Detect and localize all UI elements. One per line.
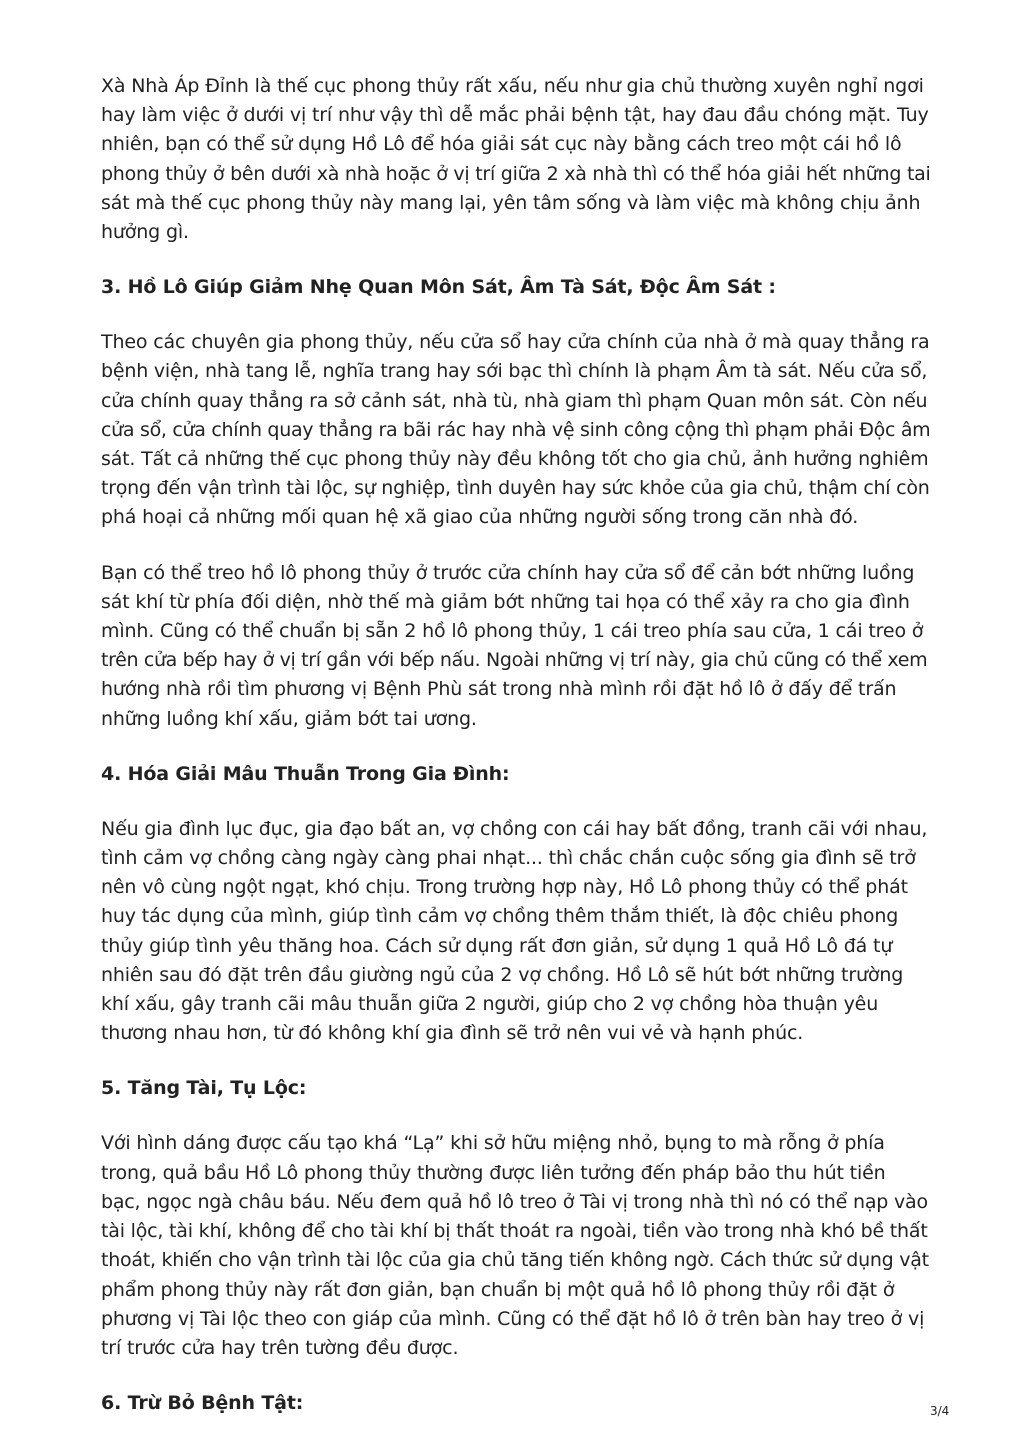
text-line: Bạn có thể treo hồ lô phong thủy ở trước cửa chính hay cửa sổ để cản bớt những luồng xyxy=(101,561,915,584)
text-line: cửa sổ, cửa chính quay thẳng ra bãi rác hay nhà vệ sinh công cộng thì phạm phải Độc âm xyxy=(101,418,931,441)
section-heading-6: 6. Trừ Bỏ Bệnh Tật: xyxy=(101,1392,304,1415)
section-heading-5: 5. Tăng Tài, Tụ Lộc: xyxy=(101,1077,307,1100)
text-line: mình. Cũng có thể chuẩn bị sẵn 2 hồ lô phong thủy, 1 cái treo phía sau cửa, 1 cái treo ở xyxy=(101,620,924,643)
text-line: hưởng gì. xyxy=(101,221,189,244)
text-line: bạc, ngọc ngà châu báu. Nếu đem quả hồ lô treo ở Tài vị trong nhà thì nó có thể nạp vào xyxy=(101,1190,928,1213)
text-line: trí trước cửa hay trên tường đều được. xyxy=(101,1336,459,1359)
text-line: trọng đến vận trình tài lộc, sự nghiệp, tình duyên hay sức khỏe của gia chủ, thậm chí còn xyxy=(101,477,930,500)
text-line: nên vô cùng ngột ngạt, khó chịu. Trong trường hợp này, Hồ Lô phong thủy có thể phát xyxy=(101,876,908,899)
text-line: phong thủy ở bên dưới xà nhà hoặc ở vị trí giữa 2 xà nhà thì có thể hóa giải hết những tai xyxy=(101,162,931,185)
text-line: nhiên, bạn có thể sử dụng Hồ Lô để hóa giải sát cục này bằng cách treo một cái hồ lô xyxy=(101,133,902,156)
paragraph-gia-dinh xyxy=(101,815,931,1049)
text-line: thủy giúp tình yêu thăng hoa. Cách sử dụng rất đơn giản, sử dụng 1 quả Hồ Lô đá tự xyxy=(101,934,893,957)
text-line: hướng nhà rồi tìm phương vị Bệnh Phù sát trong nhà mình rồi đặt hồ lô ở đấy để trấn xyxy=(101,678,897,701)
text-line: Xà Nhà Áp Đỉnh là thế cục phong thủy rất xấu, nếu như gia chủ thường xuyên nghỉ ngơi xyxy=(101,75,924,97)
text-line: huy tác dụng của mình, giúp tình cảm vợ chồng thêm thắm thiết, là độc chiêu phong xyxy=(101,905,899,928)
text-line: phẩm phong thủy này rất đơn giản, bạn chuẩn bị một quả hồ lô phong thủy rồi đặt ở xyxy=(101,1278,895,1301)
text-line: Theo các chuyên gia phong thủy, nếu cửa sổ hay cửa chính của nhà ở mà quay thẳng ra xyxy=(101,331,930,354)
text-line: khí xấu, gây tranh cãi mâu thuẫn giữa 2 người, giúp cho 2 vợ chồng hòa thuận yêu xyxy=(101,993,879,1016)
text-line: nhiên sau đó đặt trên đầu giường ngủ của 2 vợ chồng. Hồ Lô sẽ hút bớt những trường xyxy=(101,963,904,986)
paragraph-sat-explanation xyxy=(101,328,931,532)
paragraph-treo-ho-lo xyxy=(101,559,931,734)
text-line: Với hình dáng được cấu tạo khá “Lạ” khi sở hữu miệng nhỏ, bụng to mà rỗng ở phía xyxy=(101,1132,885,1155)
section-heading-3: 3. Hồ Lô Giúp Giảm Nhẹ Quan Môn Sát, Âm Tà Sát, Độc Âm Sát : xyxy=(101,276,776,299)
page-number: 3/4 xyxy=(930,1404,950,1418)
text-line: hay làm việc ở dưới vị trí như vậy thì dễ mắc phải bệnh tật, hay đau đầu chóng mặt. Tuy xyxy=(101,104,929,127)
text-line: sát mà thế cục phong thủy này mang lại, yên tâm sống và làm việc mà không chịu ảnh xyxy=(101,191,921,214)
text-line: Nếu gia đình lục đục, gia đạo bất an, vợ chồng con cái hay bất đồng, tranh cãi với nhau, xyxy=(101,817,928,840)
text-line: sát khí từ phía đối diện, nhờ thế mà giảm bớt những tai họa có thể xảy ra cho gia đình xyxy=(101,590,910,613)
text-line: thương nhau hơn, từ đó không khí gia đình sẽ trở nên vui vẻ và hạnh phúc. xyxy=(101,1022,804,1045)
text-line: thoát, khiến cho vận trình tài lộc của gia chủ tăng tiến không ngờ. Cách thức sử dụng vật xyxy=(101,1249,929,1272)
text-line: bệnh viện, nhà tang lễ, nghĩa trang hay sới bạc thì chính là phạm Âm tà sát. Nếu cửa sổ, xyxy=(101,360,928,383)
paragraph-xa-nha-ap-dinh xyxy=(101,72,931,247)
text-line: cửa chính quay thẳng ra sở cảnh sát, nhà tù, nhà giam thì phạm Quan môn sát. Còn nếu xyxy=(101,389,928,412)
text-line: trên cửa bếp hay ở vị trí gần với bếp nấu. Ngoài những vị trí này, gia chủ cũng có thể xem xyxy=(101,649,928,672)
text-line: phương vị Tài lộc theo con giáp của mình. Cũng có thể đặt hồ lô ở trên bàn hay treo ở vị xyxy=(101,1307,925,1330)
paragraph-tang-tai xyxy=(101,1129,931,1363)
text-line: trong, quả bầu Hồ Lô phong thủy thường được liên tưởng đến pháp bảo thu hút tiền xyxy=(101,1161,886,1184)
text-line: những luồng khí xấu, giảm bớt tai ương. xyxy=(101,707,477,730)
text-line: tài lộc, tài khí, không để cho tài khí bị thất thoát ra ngoài, tiền vào trong nhà khó bề thất xyxy=(101,1220,928,1243)
section-heading-4: 4. Hóa Giải Mâu Thuẫn Trong Gia Đình: xyxy=(101,762,510,785)
text-line: tình cảm vợ chồng càng ngày càng phai nhạt... thì chắc chắn cuộc sống gia đình sẽ trở xyxy=(101,847,916,870)
text-line: sát. Tất cả những thế cục phong thủy này đều không tốt cho gia chủ, ảnh hưởng nghiêm xyxy=(101,448,929,471)
text-line: phá hoại cả những mối quan hệ xã giao của những người sống trong căn nhà đó. xyxy=(101,506,859,529)
document-body xyxy=(101,72,931,1444)
